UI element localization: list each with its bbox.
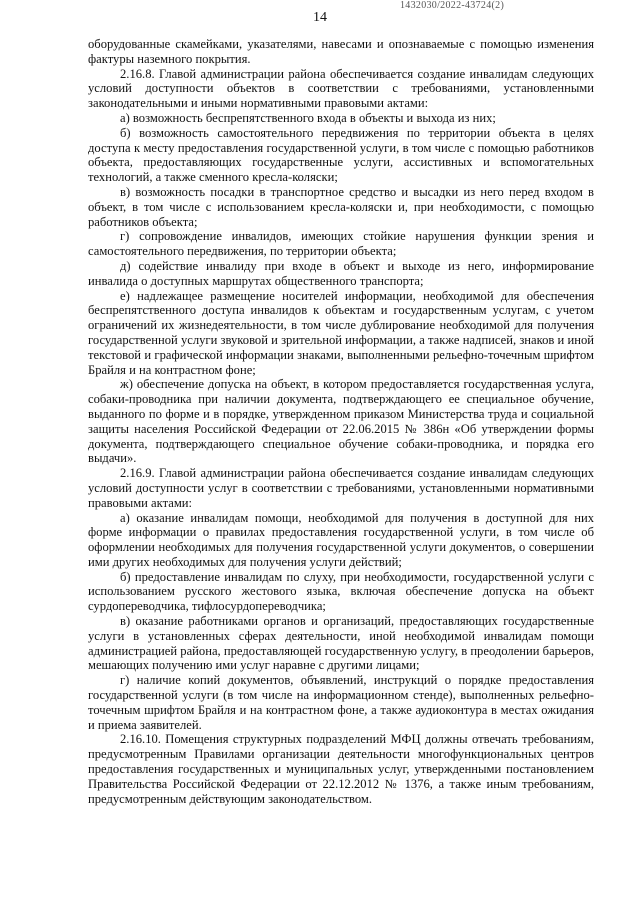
list-item-b-2: б) предоставление инвалидам по слуху, при необходимости, государственной услуги с использованием русского жестового языка, включая обеспечение допуска на объект сурдопереводчика, тифлосурдопереводчика;: [88, 569, 594, 614]
list-item-a-2: а) оказание инвалидам помощи, необходимой для получения в доступной для них форме информации о правилах предоставления государственной услуги, в том числе об оформлении необходимых для получения государственной услуги документов, о совершении ими других необходимых для получения услуги действий;: [88, 510, 594, 569]
paragraph-2-16-10: 2.16.10. Помещения структурных подразделений МФЦ должны отвечать требованиям, предусмотренным Правилами организации деятельности многофункциональных центров предоставления государственных и муниципальных услуг, утвержденными постановлением Правительства Российской Федерации от 22.12.2012 № 1376, а также иным требованиям, предусмотренным действующим законодательством.: [88, 732, 594, 806]
list-item-g: г) сопровождение инвалидов, имеющих стойкие нарушения функции зрения и самостоятельного передвижения, по территории объекта;: [88, 229, 594, 259]
list-item-b: б) возможность самостоятельного передвижения по территории объекта в целях доступа к месту предоставления государственной услуги, в том числе с помощью работников объекта, предоставляющих государственные услуги, ассистивных и вспомогательных технологий, а также сменного кресла-коляски;: [88, 125, 594, 185]
paragraph-2-16-8: 2.16.8. Главой администрации района обеспечивается создание инвалидам следующих условий доступности объектов в соответствии с требованиями, установленными законодательными и иными нормативными правовыми актами:: [88, 66, 594, 111]
list-item-v: в) возможность посадки в транспортное средство и высадки из него перед входом в объект, в том числе с использованием кресла-коляски и, при необходимости, с помощью работников объекта;: [88, 184, 594, 229]
page-number: 14: [313, 10, 327, 25]
list-item-e: е) надлежащее размещение носителей информации, необходимой для обеспечения беспрепятственного доступа инвалидов к объектам и государственным услугам, с учетом ограничений их жизнедеятельности, в том числе дублирование необходимой для получения государственной услуги звуковой и зрительной информации, а также надписей, знаков и иной текстовой и графической информации знаками, выполненными рельефно-точечным шрифтом Брайля и на контрастном фоне;: [88, 288, 594, 377]
list-item-g-2: г) наличие копий документов, объявлений, инструкций о порядке предоставления государственной услуги (в том числе на информационном стенде), выполненных рельефно-точечным шрифтом Брайля и на контрастном фоне, а также аудиоконтура в местах ожидания и приема заявителей.: [88, 673, 594, 732]
list-item-v-2: в) оказание работниками органов и организаций, предоставляющих государственные услуги в установленных сферах деятельности, иной необходимой инвалидам помощи администрацией района, предоставляющей государственную услугу, в преодолении барьеров, мешающих получению ими услуг наравне с другими лицами;: [88, 614, 594, 673]
list-item-a: а) возможность беспрепятственного входа в объекты и выхода из них;: [120, 110, 496, 125]
document-code: 1432030/2022-43724(2): [400, 0, 505, 11]
paragraph-continuation: оборудованные скамейками, указателями, навесами и опознаваемые с помощью изменения фактуры наземного покрытия.: [88, 37, 594, 66]
list-item-zh: ж) обеспечение допуска на объект, в котором предоставляется государственная услуга, собаки-проводника при наличии документа, подтверждающего ее специальное обучение, выданного по форме и в порядке, утвержденном приказом Министерства труда и социальной защиты населения Российской Федерации от 22.06.2015 № 386н «Об утверждении формы документа, подтверждающего специальное обучение собаки-проводника, и порядка его выдачи».: [88, 377, 594, 466]
paragraph-2-16-9: 2.16.9. Главой администрации района обеспечивается создание инвалидам следующих условий доступности услуг в соответствии с требованиями, установленными нормативными правовыми актами:: [88, 466, 594, 510]
document-body: [88, 37, 594, 806]
list-item-d: д) содействие инвалиду при входе в объект и выходе из него, информирование инвалида о доступных маршрутах общественного транспорта;: [88, 258, 594, 288]
